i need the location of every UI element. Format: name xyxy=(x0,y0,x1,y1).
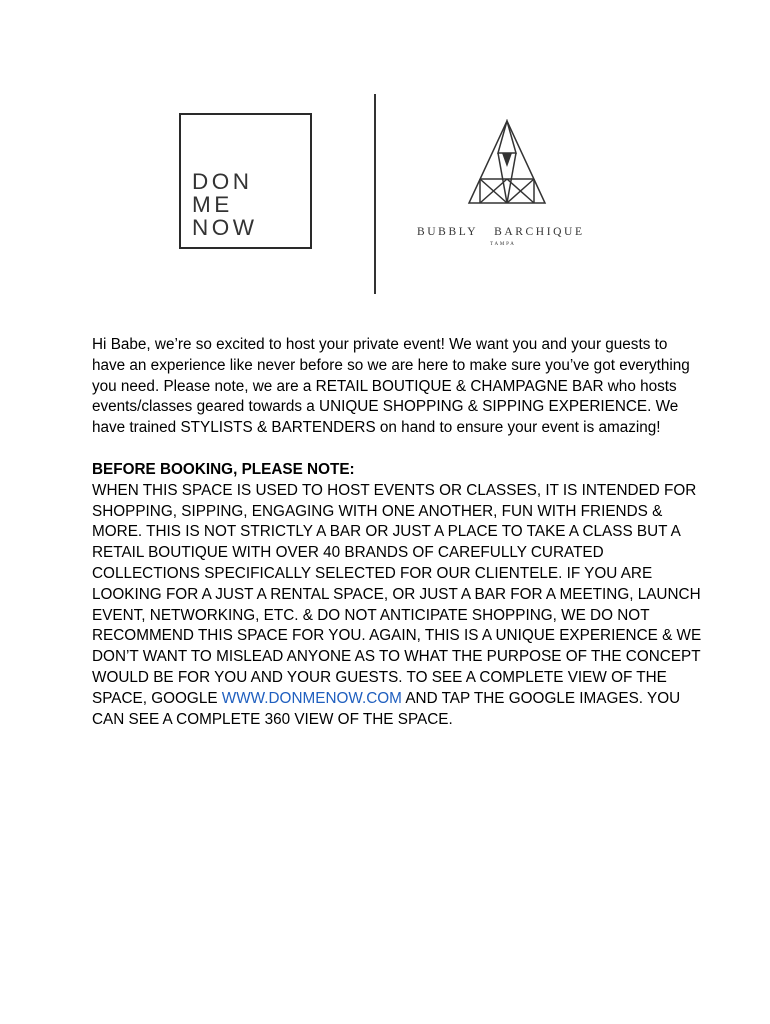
logo-line-me: ME xyxy=(192,192,233,217)
logo-line-now: NOW xyxy=(192,215,258,240)
website-link[interactable]: WWW.DONMENOW.COM xyxy=(221,689,402,707)
notice-paragraph xyxy=(92,481,702,731)
document-body xyxy=(92,335,702,730)
bubbly-barchique-name: BUBBLY BARCHIQUE xyxy=(417,226,585,238)
intro-paragraph: Hi Babe, we’re so excited to host your private event! We want you and your guests to have an experience like never before so we are here to make sure you’ve got everything you need. Please note, we are a RETAIL BOUTIQUE & CHAMPAGNE BAR who hosts events/classes geared towards a UNIQUE SHOPPING & SIPPING EXPERIENCE. We have trained STYLISTS & BARTENDERS on hand to ensure your event is amazing! xyxy=(92,336,690,437)
donmenow-logo xyxy=(179,113,312,249)
logo-line-don: DON xyxy=(192,169,253,194)
notice-body-text-end: AND TAP THE GOOGLE IMAGES. YOU CAN SEE A COMPLETE 360 VIEW OF THE SPACE. xyxy=(92,689,681,728)
logo-divider xyxy=(374,94,376,294)
bubbly-barchique-triangle-icon xyxy=(467,119,547,205)
donmenow-logo-text xyxy=(192,170,258,239)
bubbly-barchique-location: TAMPA xyxy=(490,242,516,247)
paragraph-spacer xyxy=(92,439,702,460)
notice-heading: BEFORE BOOKING, PLEASE NOTE: xyxy=(92,460,355,478)
notice-body-text: WHEN THIS SPACE IS USED TO HOST EVENTS OR CLASSES, IT IS INTENDED FOR SHOPPING, SIPPING, ENGAGING WITH ONE ANOTHER, FUN WITH FRIENDS & MORE. THIS IS NOT STRICTLY A BAR OR JUST A PLACE TO TAKE A CLASS BUT A RETAIL BOUTIQUE WITH OVER 40 BRANDS OF CAREFULLY CURATED COLLECTIONS SPECIFICALLY SELECTED FOR OUR CLIENTELE. IF YOU ARE LOOKING FOR A JUST A RENTAL SPACE, OR JUST A BAR FOR A MEETING, LAUNCH EVENT, NETWORKING, ETC. & DO NOT ANTICIPATE SHOPPING, WE DO NOT RECOMMEND THIS SPACE FOR YOU. AGAIN, THIS IS A UNIQUE EXPERIENCE & WE DON’T WANT TO MISLEAD ANYONE AS TO WHAT THE PURPOSE OF THE CONCEPT WOULD BE FOR YOU AND YOUR GUESTS. TO SEE A COMPLETE VIEW OF THE SPACE, GOOGLE xyxy=(92,481,702,707)
